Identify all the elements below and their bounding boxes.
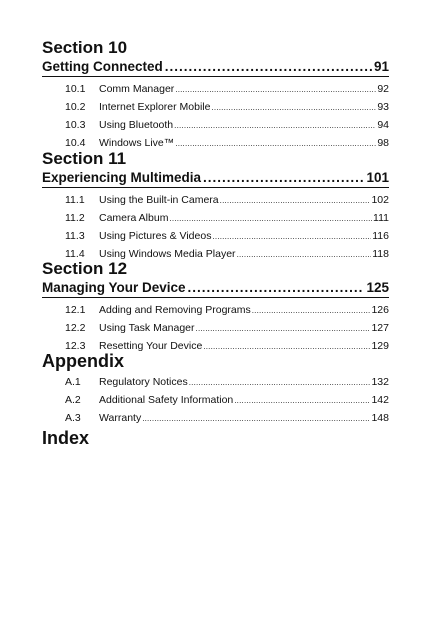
dot-leader (169, 210, 372, 228)
toc-entry[interactable] (42, 80, 389, 98)
entry-number: 12.2 (65, 322, 86, 334)
entry-number: 10.1 (65, 83, 86, 95)
dot-leader (211, 99, 376, 117)
entry-title: Additional Safety Information (99, 394, 234, 406)
entry-number: 11.3 (65, 230, 85, 242)
entry-title: Using Task Manager (99, 322, 195, 334)
entry-list (42, 373, 389, 427)
entry-number: 12.3 (65, 340, 86, 352)
section-heading: Section 12 (42, 259, 128, 278)
entry-title: Using the Built-in Camera (99, 194, 219, 206)
chapter-page-number: 101 (366, 170, 389, 185)
chapter-title: Managing Your Device (42, 280, 186, 295)
entry-number: 11.4 (65, 248, 85, 260)
entry-number: 10.3 (65, 119, 86, 131)
entry-page-number: 132 (371, 376, 389, 388)
dot-leader (142, 410, 370, 428)
appendix-heading: Appendix (42, 351, 125, 371)
dot-leader (220, 192, 371, 210)
section-heading: Section 10 (42, 38, 128, 57)
entry-list (42, 80, 389, 152)
entry-title: Internet Explorer Mobile (99, 101, 211, 113)
dot-leader (234, 392, 370, 410)
entry-page-number: 127 (371, 322, 389, 334)
entry-page-number: 129 (371, 340, 389, 352)
toc-entry[interactable] (42, 319, 389, 337)
entry-title: Using Bluetooth (99, 119, 174, 131)
dot-leader (212, 228, 371, 246)
chapter-entry[interactable] (42, 58, 389, 77)
chapter-entry[interactable] (42, 169, 389, 188)
entry-page-number: 118 (372, 248, 389, 260)
entry-number: A.3 (65, 412, 81, 424)
entry-page-number: 126 (371, 304, 389, 316)
entry-title: Warranty (99, 412, 142, 424)
entry-title: Regulatory Notices (99, 376, 188, 388)
entry-page-number: 116 (372, 230, 389, 242)
entry-list (42, 301, 389, 355)
entry-page-number: 93 (377, 101, 389, 113)
entry-page-number: 94 (377, 119, 389, 131)
toc-entry[interactable] (42, 391, 389, 409)
toc-entry[interactable] (42, 373, 389, 391)
entry-title: Comm Manager (99, 83, 175, 95)
toc-entry[interactable] (42, 116, 389, 134)
entry-number: A.1 (65, 376, 81, 388)
index-heading[interactable]: Index (42, 428, 90, 448)
entry-page-number: 98 (377, 137, 389, 149)
entry-number: 11.1 (65, 194, 85, 206)
chapter-title: Getting Connected (42, 59, 163, 74)
section-11 (42, 149, 389, 263)
index-section (42, 428, 389, 448)
entry-page-number: 102 (371, 194, 389, 206)
entry-title: Resetting Your Device (99, 340, 203, 352)
entry-title: Using Windows Media Player (99, 248, 236, 260)
entry-page-number: 111 (373, 212, 389, 224)
entry-title: Using Pictures & Videos (99, 230, 212, 242)
chapter-page-number: 91 (373, 59, 389, 74)
section-10 (42, 38, 389, 152)
entry-title: Windows Live™ (99, 137, 175, 149)
entry-number: 10.4 (65, 137, 86, 149)
dot-leader (174, 117, 376, 135)
dot-leader (175, 81, 376, 99)
entry-number: 10.2 (65, 101, 86, 113)
section-12 (42, 259, 389, 355)
chapter-title: Experiencing Multimedia (42, 170, 202, 185)
toc-entry[interactable] (42, 227, 389, 245)
toc-entry[interactable] (42, 301, 389, 319)
toc-entry[interactable] (42, 409, 389, 427)
dot-leader (252, 302, 371, 320)
chapter-entry[interactable] (42, 279, 389, 298)
section-heading: Section 11 (42, 149, 127, 168)
entry-title: Camera Album (99, 212, 169, 224)
entry-page-number: 148 (371, 412, 389, 424)
chapter-page-number: 125 (366, 280, 389, 295)
dot-leader (189, 374, 371, 392)
appendix (42, 351, 389, 427)
entry-number: 12.1 (65, 304, 86, 316)
dot-leader (203, 169, 364, 186)
dot-leader (188, 279, 365, 296)
entry-page-number: 92 (377, 83, 389, 95)
entry-list (42, 191, 389, 263)
toc-entry[interactable] (42, 191, 389, 209)
entry-number: A.2 (65, 394, 81, 406)
entry-page-number: 142 (371, 394, 389, 406)
entry-title: Adding and Removing Programs (99, 304, 251, 316)
toc-entry[interactable] (42, 209, 389, 227)
dot-leader (196, 320, 371, 338)
entry-number: 11.2 (65, 212, 85, 224)
dot-leader (165, 58, 372, 75)
toc-entry[interactable] (42, 98, 389, 116)
